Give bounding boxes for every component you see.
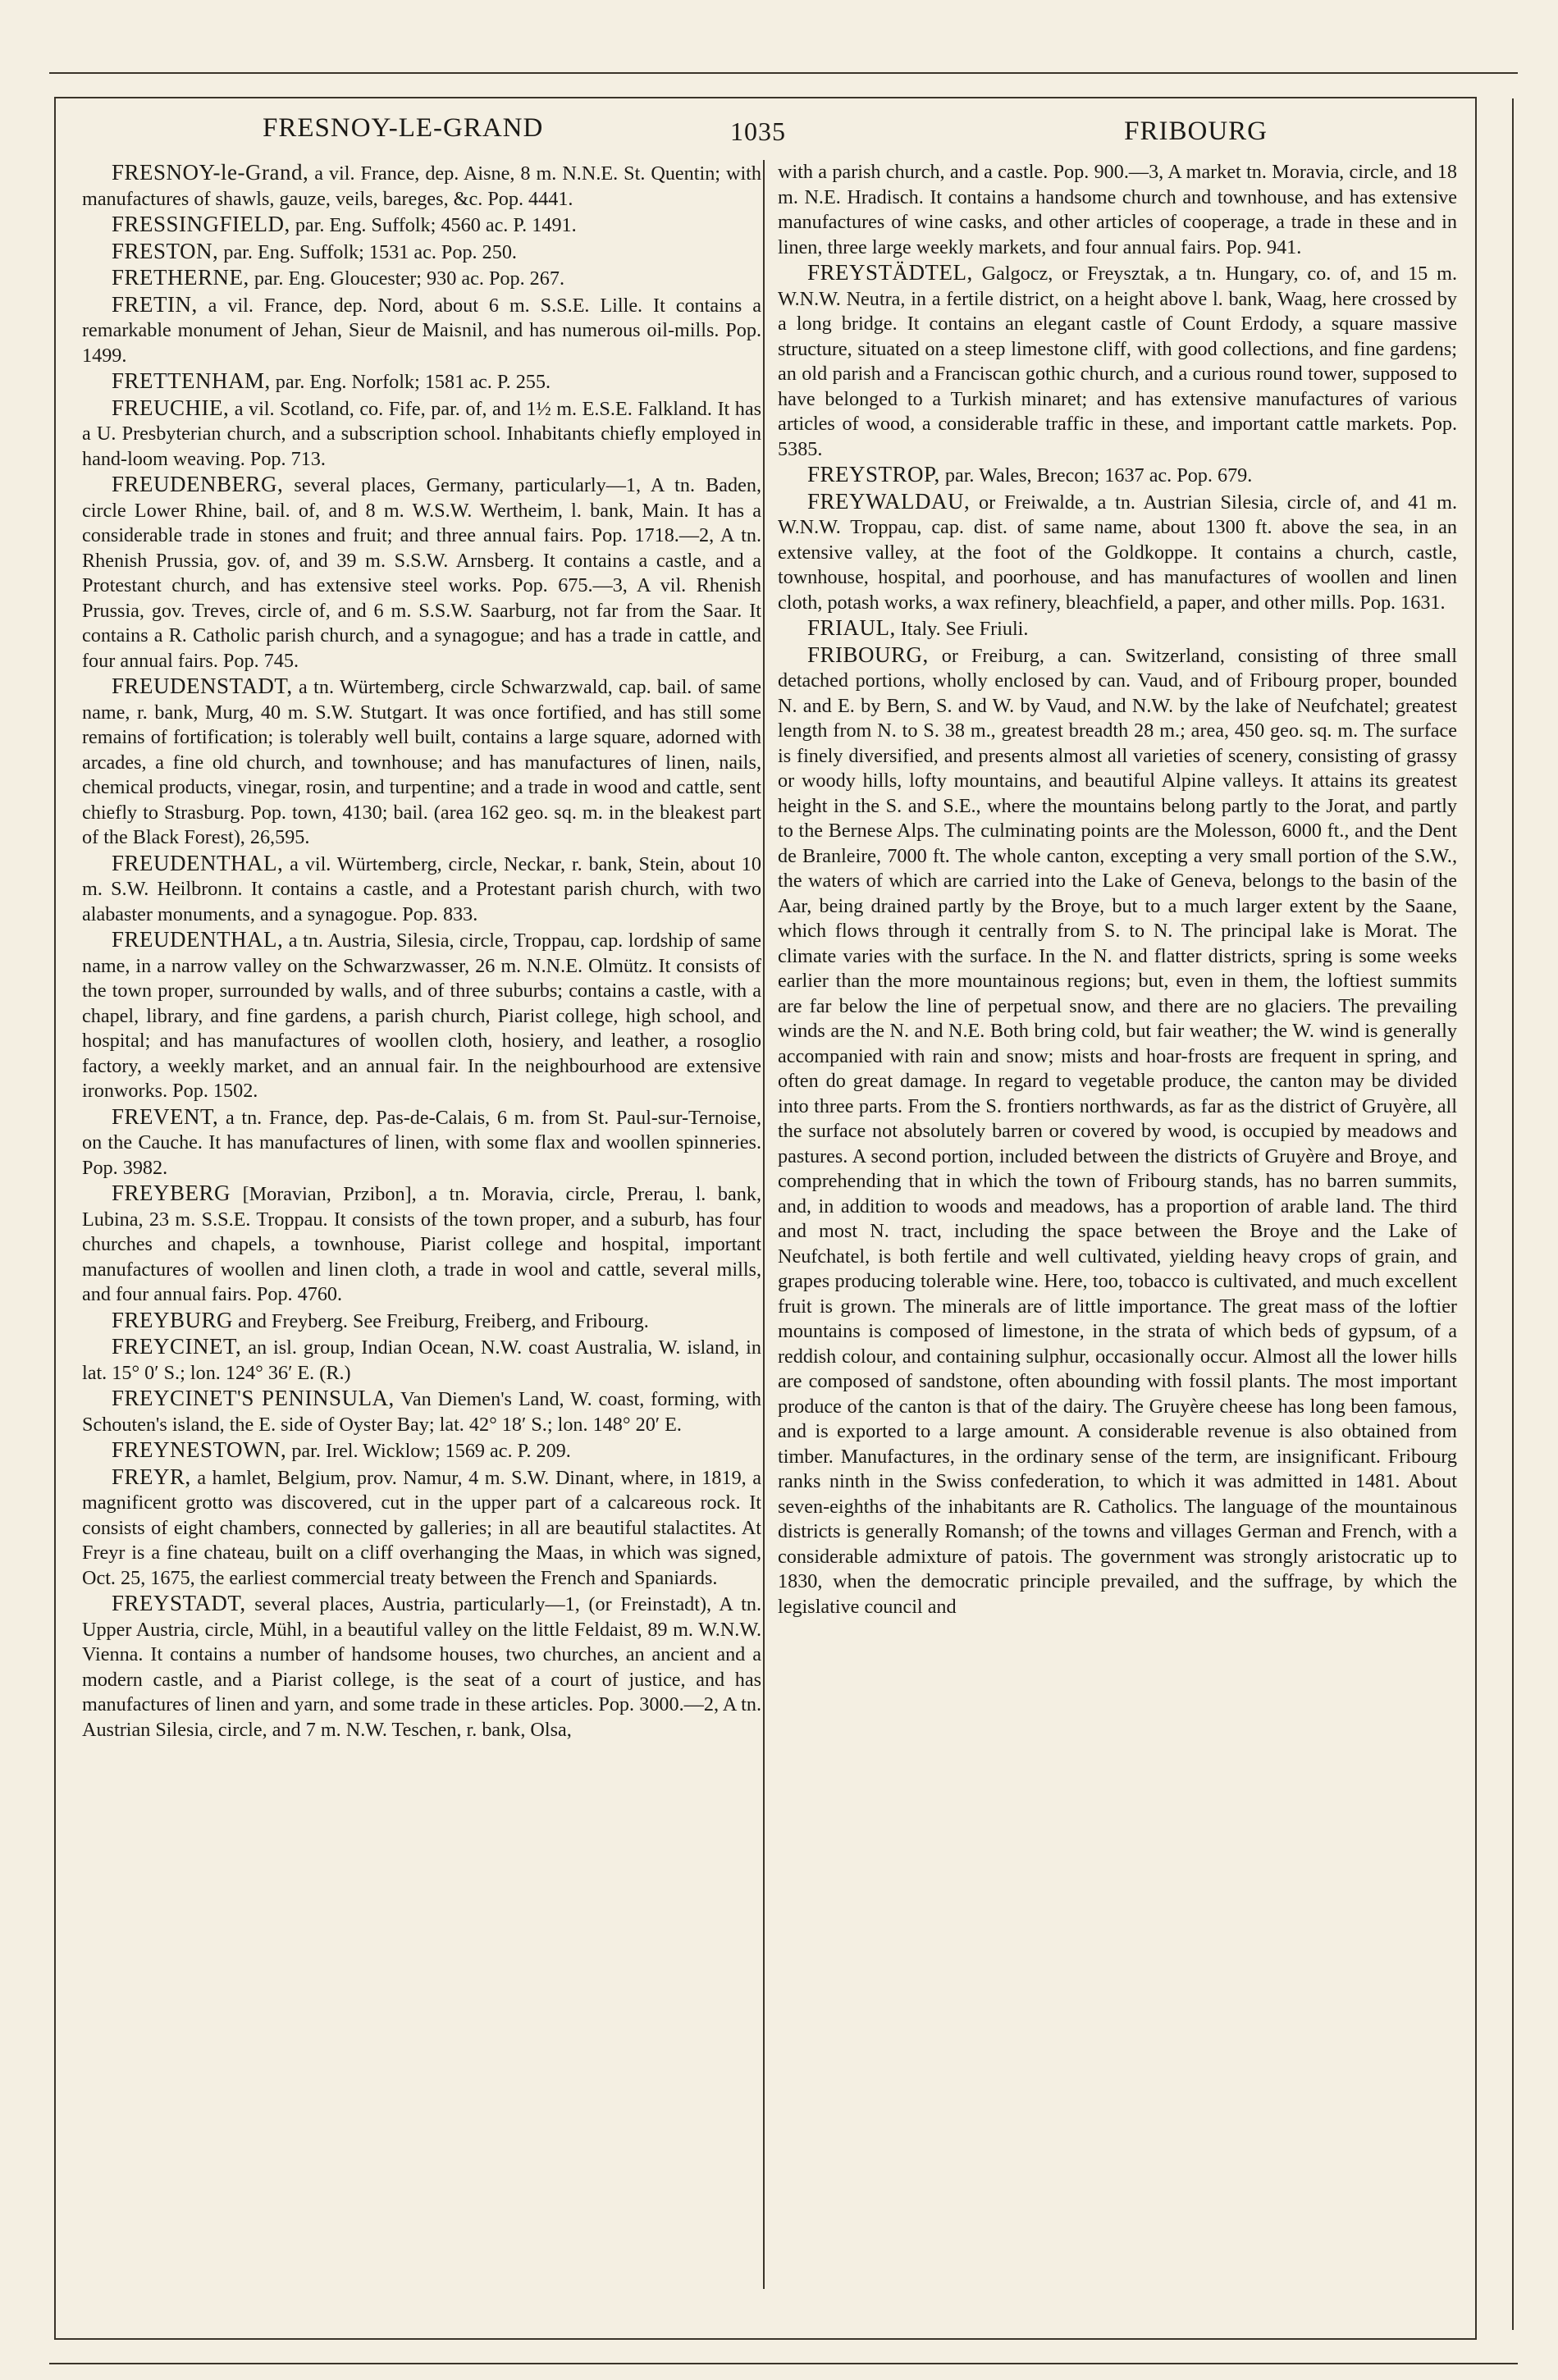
entry-text: a vil. France, dep. Aisne, 8 m. N.N.E. St. Quentin; with manufactures of shawls, gauze, veils, bareges, &c. Pop. 4441. xyxy=(82,162,761,210)
right-margin-rule xyxy=(1512,98,1514,2330)
entry-text: Italy. See Friuli. xyxy=(895,618,1029,640)
entry-text: par. Eng. Norfolk; 1581 ac. P. 255. xyxy=(270,371,551,393)
entry-text: and Freyberg. See Freiburg, Freiberg, and Fribourg. xyxy=(233,1309,649,1332)
entry-text: a vil. France, dep. Nord, about 6 m. S.S.E. Lille. It contains a remarkable monument of Jehan, Sieur de Maisnil, and has numerous oil-mills. Pop. 1499. xyxy=(82,294,761,367)
gazetteer-entry xyxy=(82,1464,761,1592)
header-left-title: FRESNOY-LE-GRAND xyxy=(263,113,544,143)
entry-text: a tn. France, dep. Pas-de-Calais, 6 m. from St. Paul-sur-Ternoise, on the Cauche. It has manufactures of linen, with some flax and woollen spinneries. Pop. 3982. xyxy=(82,1106,761,1179)
gazetteer-entry xyxy=(82,674,761,851)
gazetteer-entry xyxy=(82,368,761,395)
entry-headword: FREYCINET'S PENINSULA, xyxy=(112,1386,395,1410)
gazetteer-entry xyxy=(82,395,761,473)
gazetteer-entry xyxy=(82,1386,761,1437)
entry-text: par. Eng. Suffolk; 4560 ac. P. 1491. xyxy=(290,214,577,236)
entry-text: an isl. group, Indian Ocean, N.W. coast Australia, W. island, in lat. 15° 0′ S.; lon. 124° 36′ E. (R.) xyxy=(82,1336,761,1384)
left-column xyxy=(82,160,761,1743)
entry-text: a vil. Würtemberg, circle, Neckar, r. bank, Stein, about 10 m. S.W. Heilbronn. It contains a castle, and a Protestant parish church, with two alabaster monuments, and a synagogue. Pop. 833. xyxy=(82,852,761,925)
entry-headword: FREYNESTOWN, xyxy=(112,1437,287,1462)
entry-headword: FREYSTÄDTEL, xyxy=(807,260,973,285)
entry-headword: FRETIN, xyxy=(112,291,198,317)
column-divider xyxy=(763,160,765,2289)
entry-text: par. Irel. Wicklow; 1569 ac. P. 209. xyxy=(286,1440,571,1462)
running-header xyxy=(82,108,1460,156)
entry-headword: FREYBURG xyxy=(112,1307,234,1332)
entry-headword: FRESSINGFIELD, xyxy=(112,212,290,236)
entry-text: with a parish church, and a castle. Pop. 900.—3, A market tn. Moravia, circle, and 18 m. N.E. Hradisch. It contains a handsome church and townhouse, and has extensive manufactures of wine casks, and other articles of cooperage, a trade in these and in linen, three large weekly markets, and four annual fairs. Pop. 941. xyxy=(778,161,1457,258)
entry-text: Van Diemen's Land, W. coast, forming, with Schouten's island, the E. side of Oyster Bay; lat. 42° 18′ S.; lon. 148° 20′ E. xyxy=(82,1388,761,1436)
gazetteer-entry xyxy=(82,1437,761,1464)
entry-headword: FREYSTROP, xyxy=(807,462,940,487)
entry-text: several places, Austria, particularly—1, (or Freinstadt), A tn. Upper Austria, circle, Mühl, in a beautiful valley on the little Feldaist, 89 m. W.N.W. Vienna. It contains a number of handsome houses, two churches, an ancient and a modern castle, and a Piarist college, is the seat of a court of justice, and has manufactures of linen and yarn, and some trade in these articles. Pop. 3000.—2, A tn. Austrian Silesia, circle, and 7 m. N.W. Teschen, r. bank, Olsa, xyxy=(82,1593,761,1741)
gazetteer-entry xyxy=(82,239,761,266)
entry-headword: FREYBERG xyxy=(112,1181,231,1205)
gazetteer-entry xyxy=(82,1104,761,1181)
entry-headword: FRETTENHAM, xyxy=(112,368,271,393)
entry-headword: FRESNOY-le-Grand, xyxy=(112,160,309,185)
gazetteer-entry xyxy=(82,927,761,1104)
entry-headword: FRIAUL, xyxy=(807,615,896,640)
gazetteer-entry xyxy=(82,1181,761,1308)
entry-text: Galgocz, or Freysztak, a tn. Hungary, co. of, and 15 m. W.N.W. Neutra, in a fertile district, on a height above l. bank, Waag, here crossed by a long bridge. It contains an elegant castle of Count Erdody, a square massive structure, situated on a steep limestone cliff, with good collections, and fine gardens; an old parish and a Franciscan gothic church, and a curious round tower, supposed to have belonged to a Turkish minaret; and has extensive manufactures of various articles of wood, a considerable traffic in these, and important cattle markets. Pop. 5385. xyxy=(778,263,1457,460)
entry-text: par. Eng. Gloucester; 930 ac. Pop. 267. xyxy=(249,267,565,290)
entry-headword: FREUCHIE, xyxy=(112,395,230,420)
entry-headword: FREYCINET, xyxy=(112,1334,242,1359)
entry-headword: FREUDENBERG, xyxy=(112,472,284,496)
right-column xyxy=(778,160,1457,1619)
entry-headword: FREYSTADT, xyxy=(112,1591,246,1615)
entry-text: or Freiburg, a can. Switzerland, consisting of three small detached portions, wholly enclosed by can. Vaud, and of Fribourg proper, bounded N. and E. by Bern, S. and W. by Vaud, and N.W. by the lake of Neufchatel; greatest length from N. to S. 38 m., greatest breadth 28 m.; area, 450 geo. sq. m. The surface is finely diversified, and presents almost all varieties of scenery, consisting of grassy or woody hills, lofty mountains, and beautiful Alpine valleys. It attains its greatest height in the S. and S.E., where the mountains belong partly to the Jorat, and partly to the Bernese Alps. The culminating points are the Molesson, 6000 ft., and the Dent de Branleire, 7000 ft. The whole canton, excepting a very small portion of the S.W., the waters of which are carried into the Lake of Geneva, belongs to the basin of the Aar, being drained partly by the Broye, but to a much larger extent by the Saane, which flows through it centrally from S. to N. The principal lake is Morat. The climate varies with the surface. In the N. and flatter districts, spring is some weeks earlier than the more mountainous regions; but, even in them, the loftiest summits are far below the line of perpetual snow, and there are no glaciers. The prevailing winds are the N. and N.E. Both bring cold, but fair weather; the W. wind is generally accompanied with rain and snow; mists and hoar-frosts are frequent in spring, and often do great damage. In regard to vegetable produce, the canton may be divided into three parts. From the S. frontiers northwards, as far as the district of Gruyère, all the surface not absolutely barren or covered by wood, is occupied by meadows and pastures. A second portion, included between the districts of Gruyère and Broye, and comprehending that in which the town of Fribourg stands, has no barren summits, and, in addition to woods and meadows, has a proportion of arable land. The third and most N. tract, including the space between the Broye and the Lake of Neufchatel, is both fertile and well cultivated, yielding heavy crops of grain, and grapes producing tolerable wine. Here, too, tobacco is cultivated, and much excellent fruit is grown. The minerals are of little importance. The great mass of the loftier mountains is composed of limestone, in the strata of which beds of gypsum, of a reddish colour, and containing sulphur, occasionally occur. Almost all the lower hills are composed of sandstone, often abounding with fossil plants. The most important produce of the canton is that of the dairy. The Gruyère cheese has long been famous, and is exported to a large amount. A considerable revenue is also obtained from timber. Manufactures, in the ordinary sense of the term, are insignificant. Fribourg ranks ninth in the Swiss confederation, to which it was admitted in 1481. About seven-eighths of the inhabitants are R. Catholics. The language of the mountainous districts is generally Romansh; of the towns and villages German and French, with a considerable admixture of patois. The government was strongly aristocratic up to 1830, when the democratic principle prevailed, and the suffrage, by which the legislative council and xyxy=(778,644,1457,1618)
gazetteer-entry xyxy=(82,851,761,928)
entry-headword: FREYR, xyxy=(112,1464,191,1489)
entry-text: par. Eng. Suffolk; 1531 ac. Pop. 250. xyxy=(218,240,517,263)
entry-text: [Moravian, Przibon], a tn. Moravia, circle, Prerau, l. bank, Lubina, 23 m. S.S.E. Troppau. It consists of the town proper, and a suburb, has four churches and chapels, a townhouse, Piarist college and hospital, important manufactures of woollen and linen cloth, a trade in wool and cattle, several mills, and four annual fairs. Pop. 4760. xyxy=(82,1183,761,1305)
entry-headword: FREYWALDAU, xyxy=(807,488,971,514)
entry-text: a vil. Scotland, co. Fife, par. of, and 1½ m. E.S.E. Falkland. It has a U. Presbyterian church, and a subscription school. Inhabitants chiefly employed in hand-loom weaving. Pop. 713. xyxy=(82,397,761,470)
gazetteer-entry xyxy=(778,462,1457,489)
entry-headword: FREUDENTHAL, xyxy=(112,850,284,875)
entry-headword: FRIBOURG, xyxy=(807,642,929,667)
entry-headword: FRETHERNE, xyxy=(112,265,249,290)
entry-headword: FRESTON, xyxy=(112,238,219,263)
entry-text: or Freiwalde, a tn. Austrian Silesia, circle of, and 41 m. W.N.W. Troppau, cap. dist. of same name, about 1300 ft. above the sea, in an extensive valley, at the foot of the Goldkoppe. It contains a church, castle, townhouse, hospital, and poorhouse, and has manufactures of woollen and linen cloth, potash works, a wax refinery, bleachfield, a paper, and other mills. Pop. 1631. xyxy=(778,491,1457,614)
entry-text: a tn. Austria, Silesia, circle, Troppau, cap. lordship of same name, in a narrow valley on the Schwarzwasser, 26 m. N.N.E. Olmütz. It consists of the town proper, surrounded by walls, and of three suburbs; contains a castle, with a chapel, library, and fine gardens, a parish church, Piarist college, high school, and hospital; and has manufactures of woollen cloth, hosiery, and leather, a rosoglio factory, a weekly market, and an annual fair. In the neighbourhood are extensive ironworks. Pop. 1502. xyxy=(82,930,761,1102)
gazetteer-entry xyxy=(778,260,1457,462)
entry-headword: FREUDENTHAL, xyxy=(112,927,284,952)
gazetteer-entry xyxy=(778,160,1457,260)
entry-headword: FREUDENSTADT, xyxy=(112,674,293,698)
entry-text: a hamlet, Belgium, prov. Namur, 4 m. S.W. Dinant, where, in 1819, a magnificent grotto was discovered, cut in the upper part of a calcareous rock. It consists of eight chambers, connected by galleries; in all are beautiful stalactites. At Freyr is a fine chateau, built on a cliff overhanging the Maas, in which was signed, Oct. 25, 1675, the earliest commercial treaty between the French and Spaniards. xyxy=(82,1466,761,1589)
gazetteer-entry xyxy=(82,160,761,212)
entry-text: a tn. Würtemberg, circle Schwarzwald, cap. bail. of same name, r. bank, Murg, 40 m. S.W. Stutgart. It was once fortified, and has still some remains of fortification; is tolerably well built, contains a large square, adorned with arcades, a fine old church, and townhouse; and has manufactures of linen, nails, chemical products, vinegar, rosin, and turpentine; and a trade in wood and cattle, sent chiefly to Strasburg. Pop. town, 4130; bail. (area 162 geo. sq. m. in the bleakest part of the Black Forest), 26,595. xyxy=(82,676,761,848)
gazetteer-entry xyxy=(82,265,761,292)
gazetteer-entry xyxy=(778,489,1457,616)
page-number: 1035 xyxy=(730,116,786,146)
entry-headword: FREVENT, xyxy=(112,1103,219,1129)
gazetteer-entry xyxy=(82,212,761,239)
gazetteer-entry xyxy=(82,1334,761,1386)
gazetteer-entry xyxy=(778,642,1457,1620)
gazetteer-entry xyxy=(778,615,1457,642)
header-right-title: FRIBOURG xyxy=(1124,116,1268,146)
entry-text: par. Wales, Brecon; 1637 ac. Pop. 679. xyxy=(939,464,1253,487)
entry-text: several places, Germany, particularly—1, A tn. Baden, circle Lower Rhine, bail. of, and 8 m. W.S.W. Wertheim, l. bank, Main. It has a considerable trade in stones and fruit; and three annual fairs. Pop. 1718.—2, A tn. Rhenish Prussia, gov. of, and 39 m. S.S.W. Arnsberg. It contains a castle, and a Protestant church, and has extensive steel works. Pop. 675.—3, A vil. Rhenish Prussia, gov. Treves, circle of, and 6 m. S.S.W. Saarburg, not far from the Saar. It contains a R. Catholic parish church, and a synagogue; and has a trade in cattle, and four annual fairs. Pop. 745. xyxy=(82,474,761,672)
gazetteer-entry xyxy=(82,472,761,674)
gazetteer-entry xyxy=(82,1591,761,1743)
gazetteer-entry xyxy=(82,1308,761,1335)
gazetteer-entry xyxy=(82,292,761,369)
